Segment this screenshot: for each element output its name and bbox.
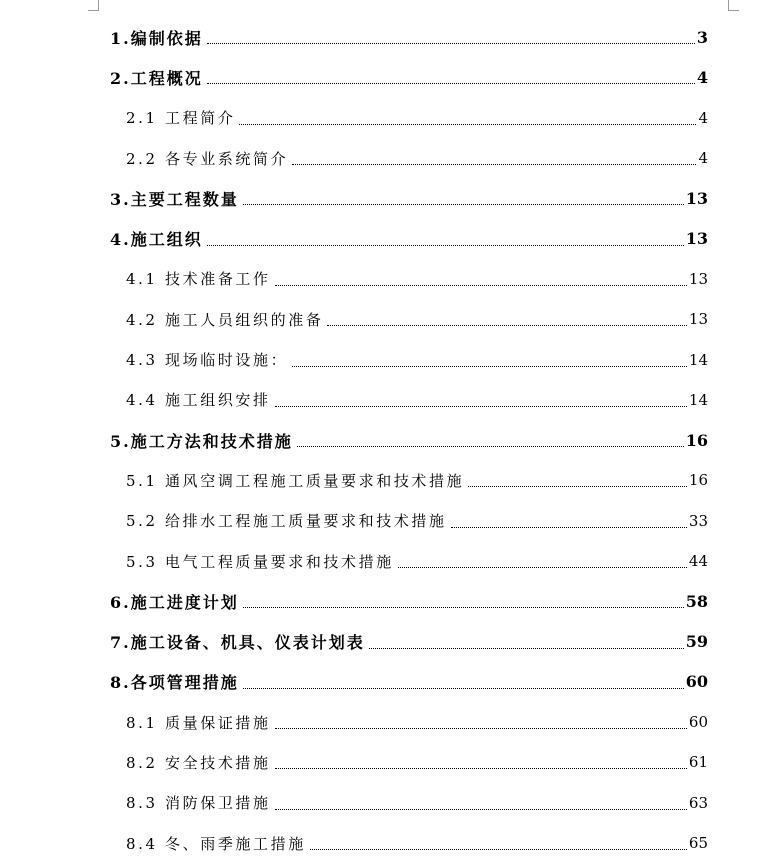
page-corner-mark-top-left — [88, 0, 99, 11]
toc-dot-leader — [297, 445, 684, 447]
toc-entry-page: 4 — [698, 149, 708, 168]
toc-entry-title: 4.施工组织 — [110, 230, 203, 250]
toc-dot-leader — [468, 485, 687, 487]
toc-entry-page: 14 — [688, 390, 708, 409]
toc-entry[interactable] — [110, 380, 708, 420]
toc-dot-leader — [275, 284, 687, 286]
toc-entry-page: 16 — [688, 471, 708, 490]
toc-entry-page: 4 — [696, 67, 708, 87]
table-of-contents — [110, 17, 708, 863]
toc-entry-page: 13 — [685, 188, 708, 208]
toc-entry-title: 5.1 通风空调工程施工质量要求和技术措施 — [126, 471, 465, 490]
toc-entry[interactable] — [110, 299, 708, 339]
toc-entry-title: 2.2 各专业系统简介 — [126, 149, 289, 168]
toc-entry-title: 5.2 给排水工程施工质量要求和技术措施 — [126, 512, 447, 531]
toc-dot-leader — [369, 647, 684, 649]
toc-entry-page: 16 — [685, 430, 708, 450]
toc-entry[interactable] — [110, 501, 708, 541]
toc-entry-page: 3 — [696, 27, 708, 47]
toc-entry-page: 59 — [685, 632, 708, 652]
toc-entry-title: 6.施工进度计划 — [110, 592, 239, 612]
toc-entry[interactable] — [110, 98, 708, 138]
toc-dot-leader — [207, 42, 695, 44]
toc-dot-leader — [275, 767, 687, 769]
toc-entry-title: 2.1 工程简介 — [126, 109, 236, 128]
toc-dot-leader — [275, 405, 687, 407]
toc-entry[interactable] — [110, 621, 708, 661]
toc-entry-page: 65 — [688, 834, 708, 853]
toc-entry-page: 60 — [685, 672, 708, 692]
toc-dot-leader — [207, 244, 684, 246]
toc-dot-leader — [207, 82, 695, 84]
toc-dot-leader — [327, 324, 686, 326]
toc-entry-title: 8.4 冬、雨季施工措施 — [126, 834, 306, 853]
toc-entry[interactable] — [110, 460, 708, 500]
toc-entry-title: 5.施工方法和技术措施 — [110, 431, 293, 451]
toc-entry[interactable] — [110, 17, 708, 57]
toc-entry[interactable] — [110, 420, 708, 460]
toc-dot-leader — [451, 526, 687, 528]
toc-entry-page: 13 — [685, 229, 708, 249]
toc-entry-page: 14 — [688, 350, 708, 369]
toc-dot-leader — [243, 687, 684, 689]
toc-dot-leader — [243, 203, 684, 205]
toc-entry[interactable] — [110, 218, 708, 258]
toc-dot-leader — [292, 365, 687, 367]
toc-entry-title: 8.各项管理措施 — [110, 673, 239, 693]
toc-entry-title: 8.3 消防保卫措施 — [126, 794, 271, 813]
toc-entry-page: 44 — [688, 552, 708, 570]
toc-entry-title: 4.3 现场临时设施： — [126, 351, 289, 370]
toc-entry-page: 61 — [688, 753, 708, 772]
toc-entry[interactable] — [110, 662, 708, 702]
toc-entry-title: 3.主要工程数量 — [110, 189, 239, 209]
toc-dot-leader — [292, 163, 696, 165]
toc-entry[interactable] — [110, 702, 708, 742]
toc-entry-title: 4.2 施工人员组织的准备 — [126, 310, 324, 329]
toc-entry[interactable] — [110, 541, 708, 581]
page-corner-mark-top-right — [728, 0, 739, 11]
toc-entry-page: 63 — [688, 793, 708, 812]
toc-entry[interactable] — [110, 742, 708, 782]
toc-entry-page: 13 — [688, 310, 708, 329]
toc-entry-page: 13 — [688, 269, 708, 288]
toc-entry-page: 60 — [688, 713, 708, 732]
toc-entry-title: 5.3 电气工程质量要求和技术措施 — [126, 552, 394, 571]
toc-entry-title: 1.编制依据 — [110, 28, 203, 48]
toc-entry[interactable] — [110, 259, 708, 299]
toc-dot-leader — [243, 606, 684, 608]
toc-dot-leader — [398, 566, 687, 568]
toc-dot-leader — [310, 848, 687, 850]
toc-entry[interactable] — [110, 783, 708, 823]
toc-entry-title: 7.施工设备、机具、仪表计划表 — [110, 633, 365, 653]
toc-entry-title: 4.4 施工组织安排 — [126, 391, 271, 410]
toc-dot-leader — [239, 123, 696, 125]
toc-entry-page: 58 — [685, 591, 708, 611]
toc-entry[interactable] — [110, 138, 708, 178]
toc-entry-page: 4 — [698, 108, 708, 127]
toc-entry-title: 8.2 安全技术措施 — [126, 753, 271, 772]
toc-entry[interactable] — [110, 178, 708, 218]
toc-entry[interactable] — [110, 581, 708, 621]
toc-entry-page: 33 — [688, 511, 708, 530]
toc-dot-leader — [275, 808, 687, 810]
toc-dot-leader — [275, 727, 687, 729]
toc-entry-title: 8.1 质量保证措施 — [126, 713, 271, 732]
toc-entry[interactable] — [110, 57, 708, 97]
toc-entry-title: 4.1 技术准备工作 — [126, 270, 271, 289]
toc-entry-title: 2.工程概况 — [110, 68, 203, 88]
toc-entry[interactable] — [110, 339, 708, 379]
